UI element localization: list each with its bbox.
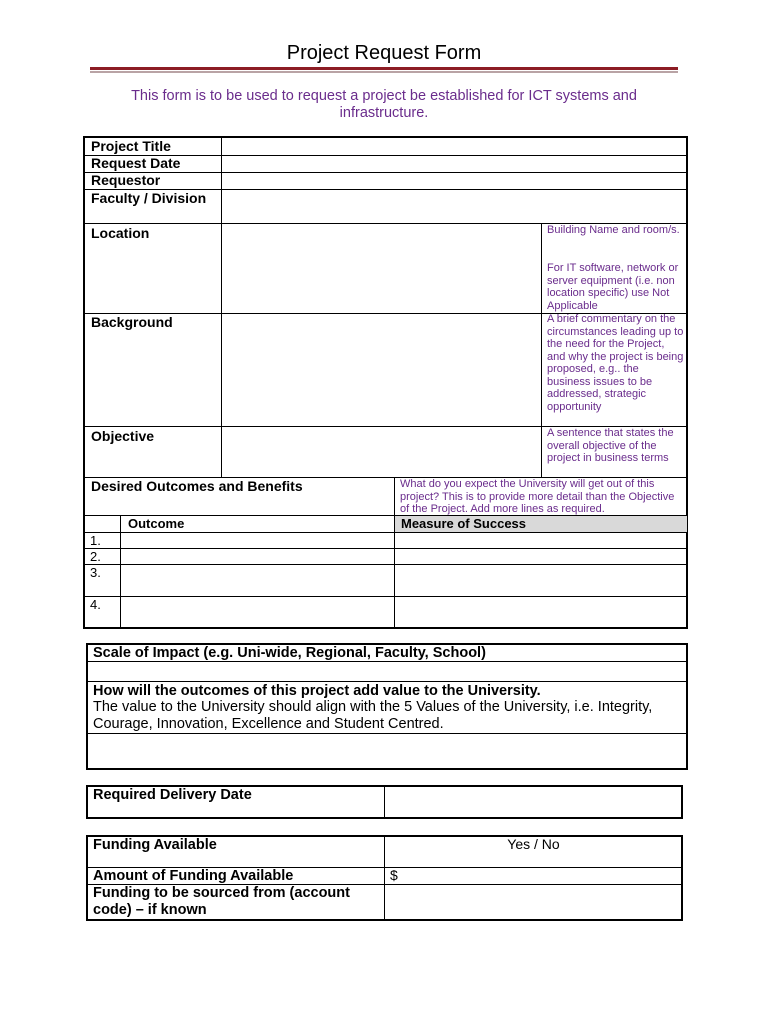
outcome-column-header: Outcome [128, 516, 185, 531]
objective-field[interactable] [222, 427, 541, 477]
location-field[interactable] [222, 224, 541, 313]
title-rule-shadow [90, 71, 678, 73]
intro-text: This form is to be used to request a project be established for ICT systems and infrastructure. [131, 88, 637, 121]
amount-funding-field[interactable] [400, 868, 682, 884]
requestor-label: Requestor [91, 172, 161, 188]
row-number: 1. [90, 533, 101, 548]
value-field[interactable] [87, 734, 687, 769]
funding-available-label: Funding Available [93, 837, 217, 853]
measure-cell[interactable] [395, 549, 687, 564]
dollar-sign: $ [390, 867, 398, 883]
amount-funding-label: Amount of Funding Available [93, 868, 294, 884]
location-label: Location [91, 225, 150, 241]
request-date-field[interactable] [222, 156, 687, 172]
scale-of-impact-label: Scale of Impact (e.g. Uni-wide, Regional, Faculty, School) [93, 645, 486, 661]
location-note-2: For IT software, network or server equipment (i.e. non location specific) use Not Applicable [547, 262, 679, 312]
row-number: 3. [90, 565, 101, 580]
measure-cell[interactable] [395, 597, 687, 628]
faculty-field[interactable] [222, 190, 687, 223]
background-field[interactable] [222, 314, 541, 426]
funding-source-field[interactable] [385, 885, 682, 920]
request-date-label: Request Date [91, 155, 181, 171]
value-heading: How will the outcomes of this project add value to the University. [93, 683, 541, 699]
measure-column-header: Measure of Success [401, 516, 527, 531]
measure-cell[interactable] [395, 533, 687, 548]
outcome-cell[interactable] [121, 549, 394, 564]
outcome-cell[interactable] [121, 597, 394, 628]
faculty-label: Faculty / Division [91, 190, 207, 206]
title-rule [90, 67, 678, 70]
row-number: 2. [90, 549, 101, 564]
project-title-label: Project Title [91, 138, 171, 154]
measure-cell[interactable] [395, 565, 687, 596]
background-note: A brief commentary on the circumstances leading up to the need for the Project, and why the project is being proposed, e.g.. the business issues to be addressed, strategic opportunity [547, 313, 684, 413]
value-description: The value to the University should align with the 5 Values of the University, i.e. Integrity, Courage, Innovation, Excellence and Student Centred. [93, 699, 653, 732]
requestor-field[interactable] [222, 173, 687, 189]
required-delivery-date-field[interactable] [385, 786, 682, 818]
project-title-field[interactable] [222, 137, 687, 155]
page-title: Project Request Form [286, 42, 482, 64]
outcomes-label: Desired Outcomes and Benefits [91, 478, 303, 494]
row-number: 4. [90, 597, 101, 612]
funding-source-label: Funding to be sourced from (account code) – if known [93, 885, 350, 918]
required-delivery-date-label: Required Delivery Date [93, 787, 252, 803]
outcome-cell[interactable] [121, 565, 394, 596]
location-note: Building Name and room/s. [547, 224, 680, 236]
outcomes-note: What do you expect the University will get out of this project? This is to provide more detail than the Objective of the Project. Add more lines as required. [400, 478, 675, 515]
outcome-cell[interactable] [121, 533, 394, 548]
background-label: Background [91, 314, 173, 330]
scale-of-impact-field[interactable] [87, 662, 687, 681]
objective-note: A sentence that states the overall objective of the project in business terms [547, 427, 674, 464]
yes-no-option[interactable]: Yes / No [507, 836, 560, 852]
objective-label: Objective [91, 428, 155, 444]
